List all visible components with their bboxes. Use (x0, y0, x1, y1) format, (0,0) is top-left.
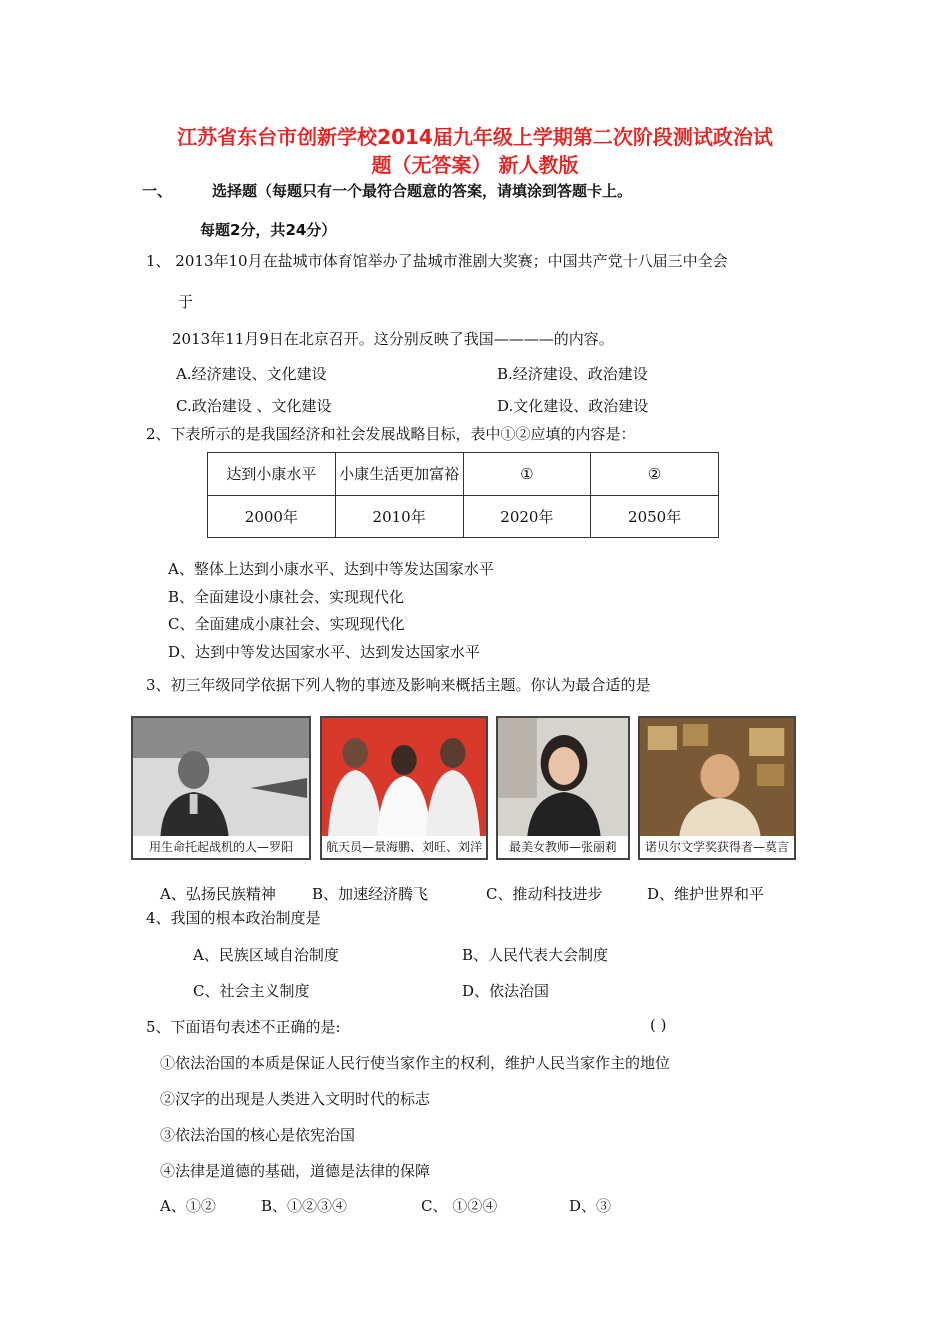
photo-astronauts (320, 716, 488, 860)
title-line-1: 江苏省东台市创新学校2014届九年级上学期第二次阶段测试政治试 (177, 125, 773, 149)
photo-caption: 航天员—景海鹏、刘旺、刘洋 (322, 836, 486, 858)
portrait-figure (133, 718, 309, 838)
section-scoring: 每题2分，共24分） (200, 221, 337, 239)
table-row (208, 453, 719, 496)
q3-option-b: B、加速经济腾飞 (312, 885, 429, 903)
q1-stem-line2: 于 (178, 293, 194, 311)
table-header-cell: 达到小康水平 (208, 453, 336, 496)
photo-mo-yan (638, 716, 796, 860)
q1-option-c: C.政治建设 、文化建设 (176, 397, 332, 415)
table-header-cell: ① (463, 453, 591, 496)
table-header-cell: ② (591, 453, 719, 496)
photo-caption: 诺贝尔文学奖获得者—莫言 (640, 836, 794, 858)
q5-answer-bracket: ( ) (650, 1016, 667, 1034)
q2-option-a: A、整体上达到小康水平、达到中等发达国家水平 (168, 560, 494, 578)
table-cell: 2000年 (208, 495, 336, 538)
q3-option-c: C、推动科技进步 (486, 885, 603, 903)
q3-stem: 3、初三年级同学依据下列人物的事迹及影响来概括主题。你认为最合适的是 (146, 676, 651, 694)
q5-item-1: ①依法治国的本质是保证人民行使当家作主的权利，维护人民当家作主的地位 (160, 1054, 671, 1072)
q1-stem-line3: 2013年11月9日在北京召开。这分别反映了我国————的内容。 (172, 330, 614, 348)
q2-option-d: D、达到中等发达国家水平、达到发达国家水平 (168, 643, 481, 661)
q4-option-a: A、民族区域自治制度 (193, 946, 339, 964)
document-title (120, 123, 830, 179)
portrait-figure (322, 718, 486, 838)
q5-item-4: ④法律是道德的基础，道德是法律的保障 (160, 1162, 431, 1180)
portrait-figure (498, 718, 628, 838)
section-heading: 选择题（每题只有一个最符合题意的答案，请填涂到答题卡上。 (212, 182, 633, 200)
q3-option-d: D、维护世界和平 (647, 885, 765, 903)
table-cell: 2010年 (335, 495, 463, 538)
q4-option-c: C、社会主义制度 (193, 982, 310, 1000)
q5-item-2: ②汉字的出现是人类进入文明时代的标志 (160, 1090, 431, 1108)
q2-option-c: C、全面建成小康社会、实现现代化 (168, 615, 405, 633)
q3-option-a: A、弘扬民族精神 (160, 885, 276, 903)
q5-option-c: C、 ①②④ (421, 1197, 498, 1215)
q4-option-b: B、人民代表大会制度 (462, 946, 609, 964)
photo-luo-yang (131, 716, 311, 860)
q2-option-b: B、全面建设小康社会、实现现代化 (168, 588, 405, 606)
photo-caption: 用生命托起战机的人—罗阳 (133, 836, 309, 858)
q1-option-a: A.经济建设、文化建设 (176, 365, 327, 383)
table-cell: 2050年 (591, 495, 719, 538)
q5-option-b: B、①②③④ (261, 1197, 348, 1215)
q4-option-d: D、依法治国 (462, 982, 550, 1000)
title-line-2: 题（无答案） 新人教版 (371, 153, 579, 177)
q5-stem: 5、下面语句表述不正确的是: (146, 1018, 341, 1036)
q2-stem: 2、下表所示的是我国经济和社会发展战略目标，表中①②应填的内容是： (146, 425, 636, 443)
q5-option-a: A、①② (160, 1197, 216, 1215)
table-cell: 2020年 (463, 495, 591, 538)
section-number: 一、 (142, 182, 173, 200)
table-row (208, 495, 719, 538)
q5-item-3: ③依法治国的核心是依宪治国 (160, 1126, 356, 1144)
photo-caption: 最美女教师—张丽莉 (498, 836, 628, 858)
goals-table (207, 452, 719, 538)
q4-stem: 4、我国的根本政治制度是 (146, 909, 321, 927)
q1-option-b: B.经济建设、政治建设 (497, 365, 648, 383)
q1-stem-line1: 1、 2013年10月在盐城市体育馆举办了盐城市淮剧大奖赛；中国共产党十八届三中全会 (146, 252, 728, 270)
q5-option-d: D、③ (569, 1197, 612, 1215)
table-header-cell: 小康生活更加富裕 (335, 453, 463, 496)
q1-option-d: D.文化建设、政治建设 (497, 397, 649, 415)
portrait-figure (640, 718, 794, 838)
photo-teacher (496, 716, 630, 860)
